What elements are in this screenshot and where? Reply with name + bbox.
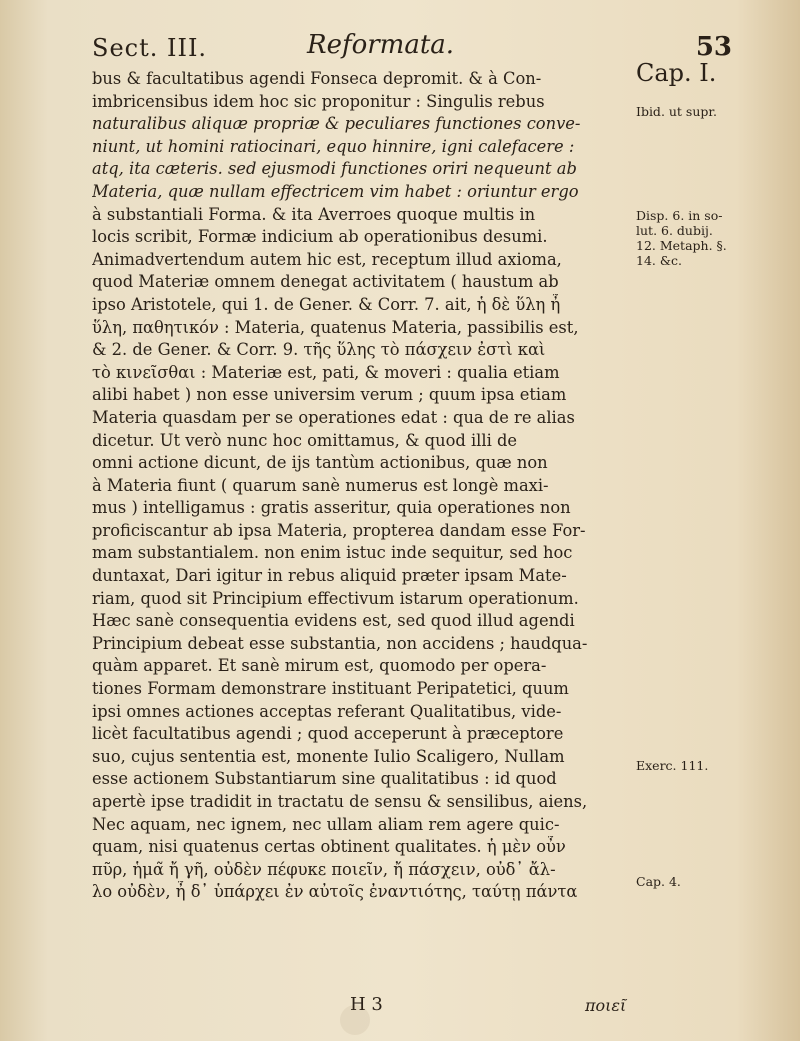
text-line: mam substantialem. non enim istuc inde sequitur, sed hoc — [92, 543, 573, 563]
text-line: à Materia fiunt ( quarum sanè numerus est longè maxi- — [92, 475, 549, 495]
text-line: quod Materiæ omnem denegat activitatem ( haustum ab — [92, 272, 559, 292]
text-line: niunt, ut homini ratiocinari, equo hinnire, igni calefacere : — [92, 136, 575, 156]
margin-note-line: lut. 6. dubij. — [636, 223, 713, 238]
paper-stain — [340, 1005, 370, 1035]
margin-note-cap4: Cap. 4. — [636, 874, 681, 889]
text-line: πῦρ, ἡμα̃ ἤ γῆ, οὐδὲν πέφυκε ποιεῖν, ἤ πάσχειν, οὐδ᾿ ἄλ- — [92, 859, 556, 879]
text-line: riam, quod sit Principium effectivum istarum operationum. — [92, 588, 579, 608]
margin-note-exerc: Exerc. 111. — [636, 758, 709, 773]
text-line: naturalibus aliquæ propriæ & peculiares functiones conve- — [92, 114, 581, 134]
text-line: Hæc sanè consequentia evidens est, sed quod illud agendi — [92, 611, 575, 631]
section-heading: Sect. III. — [92, 34, 208, 62]
handwritten-title: Reformata. — [307, 30, 455, 60]
margin-note-line: 14. &c. — [636, 253, 682, 268]
text-line: atq, ita cæteris. sed ejusmodi functiones oriri nequeunt ab — [92, 159, 577, 179]
text-line: suo, cujus sententia est, monente Iulio Scaligero, Nullam — [92, 746, 565, 766]
text-line: à substantiali Forma. & ita Averroes quoque multis in — [92, 204, 536, 224]
page-number: 53 — [695, 32, 732, 62]
text-line: quàm apparet. Et sanè mirum est, quomodo per opera- — [92, 656, 547, 676]
text-line: duntaxat, Dari igitur in rebus aliquid præter ipsam Mate- — [92, 566, 567, 586]
text-line: & 2. de Gener. & Corr. 9. τῆς ὕλης τὸ πάσχειν ἐστὶ καὶ — [92, 340, 546, 360]
signature-mark: H 3 — [350, 994, 383, 1015]
text-line: bus & facultatibus agendi Fonseca depromit. & à Con- — [92, 69, 542, 88]
text-line: dicetur. Ut verò nunc hoc omittamus, & quod illi de — [92, 430, 518, 450]
text-line: licèt facultatibus agendi ; quod acceperunt à præceptore — [92, 724, 564, 744]
text-line: esse actionem Substantiarum sine qualitatibus : id quod — [92, 769, 557, 789]
text-line: Animadvertendum autem hic est, receptum illud axioma, — [92, 249, 562, 269]
text-line: alibi habet ) non esse universim verum ; quum ipsa etiam — [92, 385, 567, 405]
text-line: Materia, quæ nullam effectricem vim habet : oriuntur ergo — [92, 181, 579, 201]
text-line: proficiscantur ab ipsa Materia, propterea dandam esse For- — [92, 520, 586, 540]
text-line: ipso Aristotele, qui 1. de Gener. & Corr. 7. ait, ἡ δὲ ὕλη ἦ — [92, 294, 561, 314]
catchword: ποιεῖ — [585, 996, 627, 1015]
text-line: tiones Formam demonstrare instituant Peripatetici, quum — [92, 679, 569, 699]
margin-note-line: 12. Metaph. §. — [636, 238, 727, 253]
text-line: mus ) intelligamus : gratis asseritur, quia operationes non — [92, 498, 571, 518]
text-line: apertè ipse tradidit in tractatu de sensu & sensilibus, aiens, — [92, 792, 588, 811]
body-text — [92, 68, 628, 904]
text-line: Materia quasdam per se operationes edat : qua de re alias — [92, 407, 575, 427]
margin-note-disp — [636, 208, 796, 268]
text-line: ipsi omnes actiones acceptas referant Qualitatibus, vide- — [92, 701, 562, 721]
text-line: τὸ κινεῖσθαι : Materiæ est, pati, & moveri : qualia etiam — [92, 362, 560, 382]
text-line: quam, nisi quatenus certas obtinent qualitates. ἡ μὲν οὖν — [92, 837, 566, 857]
text-line: ὕλη, παθητικόν : Materia, quatenus Materia, passibilis est, — [92, 317, 579, 337]
text-line: locis scribit, Formæ indicium ab operationibus desumi. — [92, 227, 548, 247]
text-line: Principium debeat esse substantia, non accidens ; haudqua- — [92, 633, 588, 653]
text-line: omni actione dicunt, de ijs tantùm actionibus, quæ non — [92, 453, 548, 473]
text-line: imbricensibus idem hoc sic proponitur : Singulis rebus — [92, 91, 545, 111]
text-line: Nec aquam, nec ignem, nec ullam aliam rem agere quic- — [92, 814, 560, 834]
running-header — [92, 28, 732, 68]
margin-note-ibid: Ibid. ut supr. — [636, 104, 717, 119]
margin-note-line: Disp. 6. in so- — [636, 208, 723, 223]
margin-note-cap: Cap. I. — [636, 59, 717, 87]
text-line: λο οὐδὲν, ἦ δ᾿ ὑπάρχει ἐν αὐτοῖς ἐναντιότης, ταύτῃ πάντα — [92, 882, 578, 902]
